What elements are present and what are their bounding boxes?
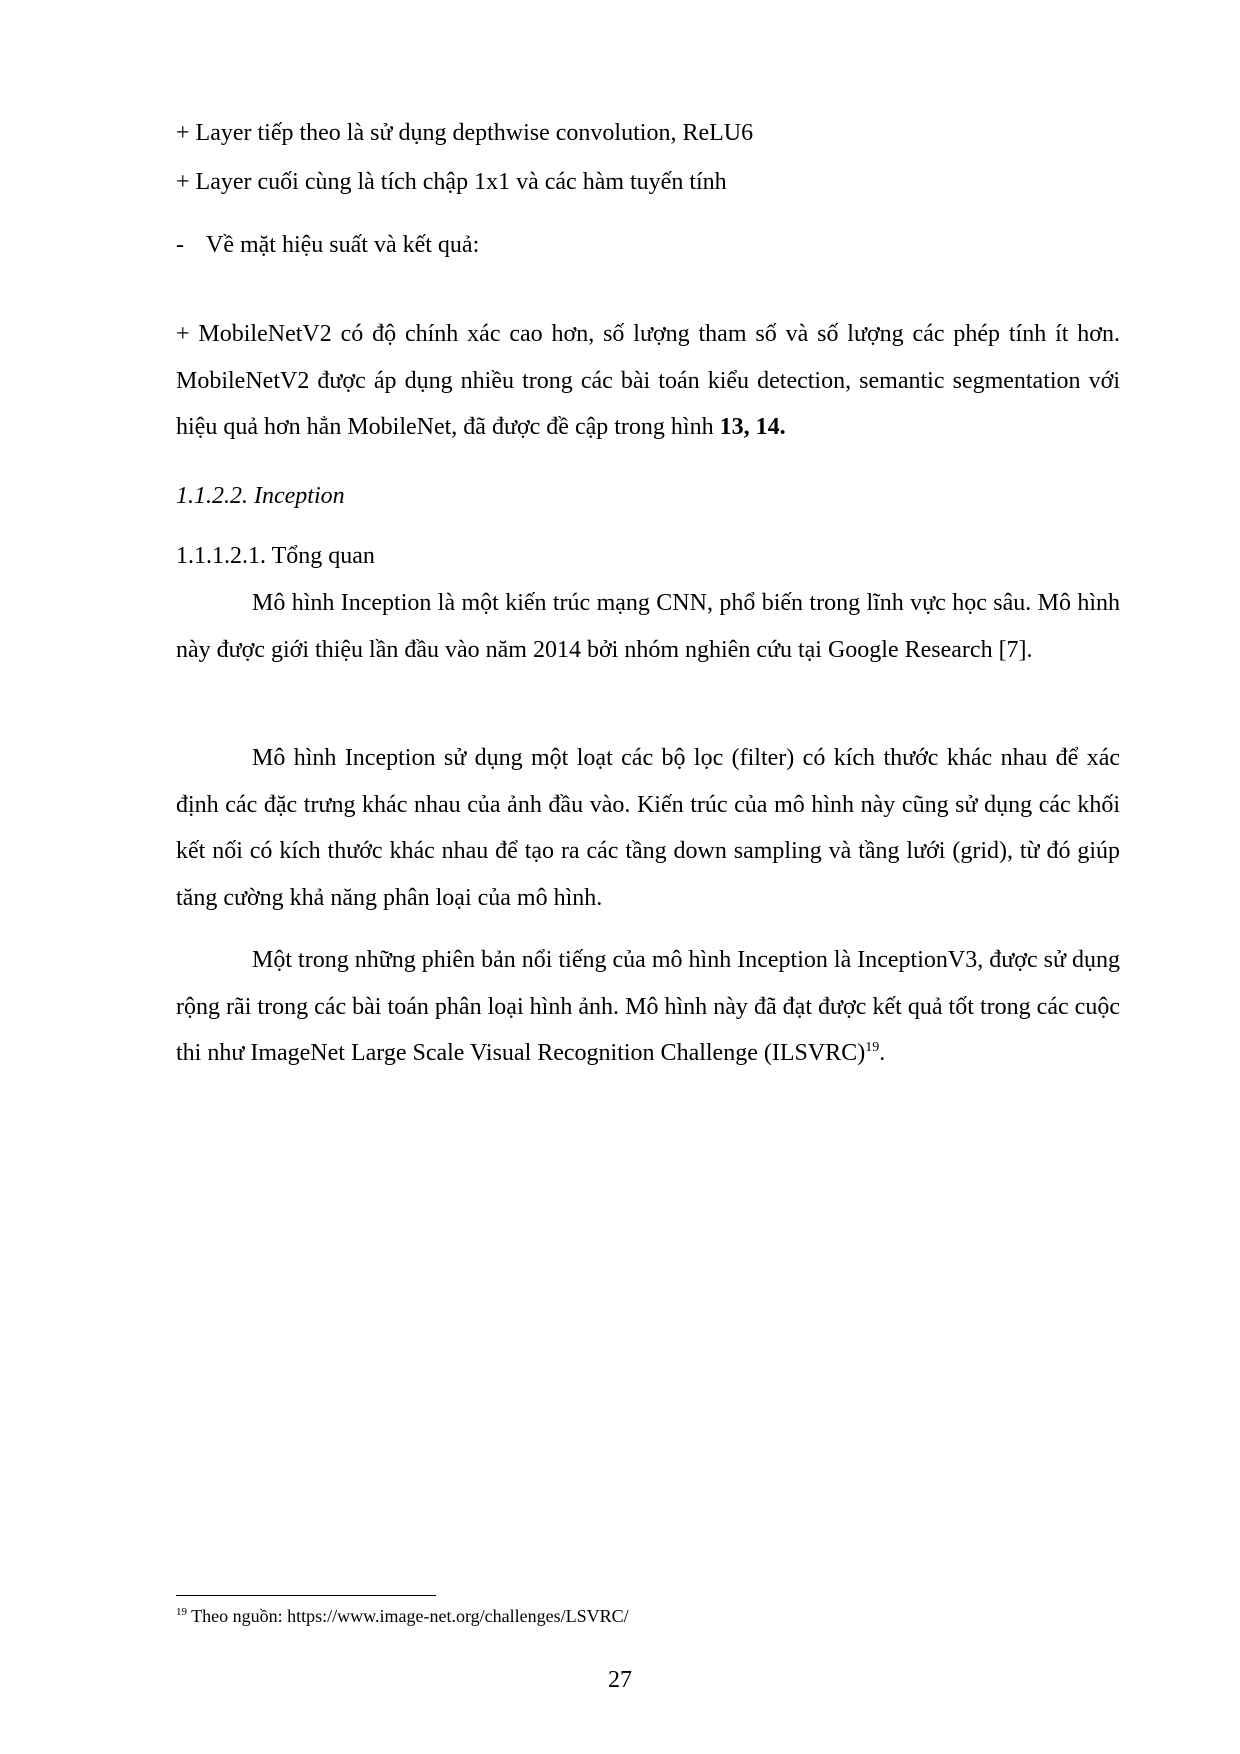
dash-marker: -	[176, 232, 184, 258]
paragraph-end: .	[879, 1040, 886, 1066]
inceptionv3-text: Một trong những phiên bản nổi tiếng của mô hình Inception là InceptionV3, được sử dụng rộng rãi trong các bài toán phân loại hình ảnh. Mô hình này đã đạt được kết quả tốt trong các cuộc thi như ImageNet Large Scale Visual Recognition Challenge (ILSVRC)	[176, 947, 1120, 1066]
subsection-heading: 1.1.1.2.1. Tổng quan	[176, 543, 375, 569]
performance-text: + MobileNetV2 có độ chính xác cao hơn, số lượng tham số và số lượng các phép tính ít hơn. MobileNetV2 được áp dụng nhiều trong các bài toán kiểu detection, semantic segmentation với hiệu quả hơn hẳn MobileNet, đã được đề cập trong hình	[176, 321, 1120, 440]
figure-reference: 13, 14.	[719, 414, 786, 440]
section-heading: 1.1.2.2. Inception	[176, 483, 345, 509]
footnote-reference: 19	[865, 1040, 880, 1055]
footnote-text: Theo nguồn: https://www.image-net.org/challenges/LSVRC/	[187, 1606, 629, 1626]
footnote	[176, 1604, 629, 1628]
footnote-mark: 19	[176, 1606, 187, 1618]
bullet-line-final-layer: + Layer cuối cùng là tích chập 1x1 và các hàm tuyến tính	[176, 169, 727, 195]
dash-item-text: Về mặt hiệu suất và kết quả:	[206, 232, 480, 258]
performance-paragraph	[176, 311, 1120, 451]
body-paragraph-inceptionv3	[176, 937, 1120, 1077]
body-paragraph-filters: Mô hình Inception sử dụng một loạt các bộ lọc (filter) có kích thước khác nhau để xác định các đặc trưng khác nhau của ảnh đầu vào. Kiến trúc của mô hình này cũng sử dụng các khối kết nối có kích thước khác nhau để tạo ra các tầng down sampling và tầng lưới (grid), từ đó giúp tăng cường khả năng phân loại của mô hình.	[176, 745, 1120, 911]
footnote-separator	[176, 1595, 436, 1596]
page-number: 27	[608, 1667, 632, 1693]
bullet-line-depthwise: + Layer tiếp theo là sử dụng depthwise convolution, ReLU6	[176, 120, 754, 146]
dash-list-item	[176, 222, 479, 268]
body-paragraph-intro: Mô hình Inception là một kiến trúc mạng CNN, phổ biến trong lĩnh vực học sâu. Mô hình này được giới thiệu lần đầu vào năm 2014 bởi nhóm nghiên cứu tại Google Research [7].	[176, 590, 1120, 663]
